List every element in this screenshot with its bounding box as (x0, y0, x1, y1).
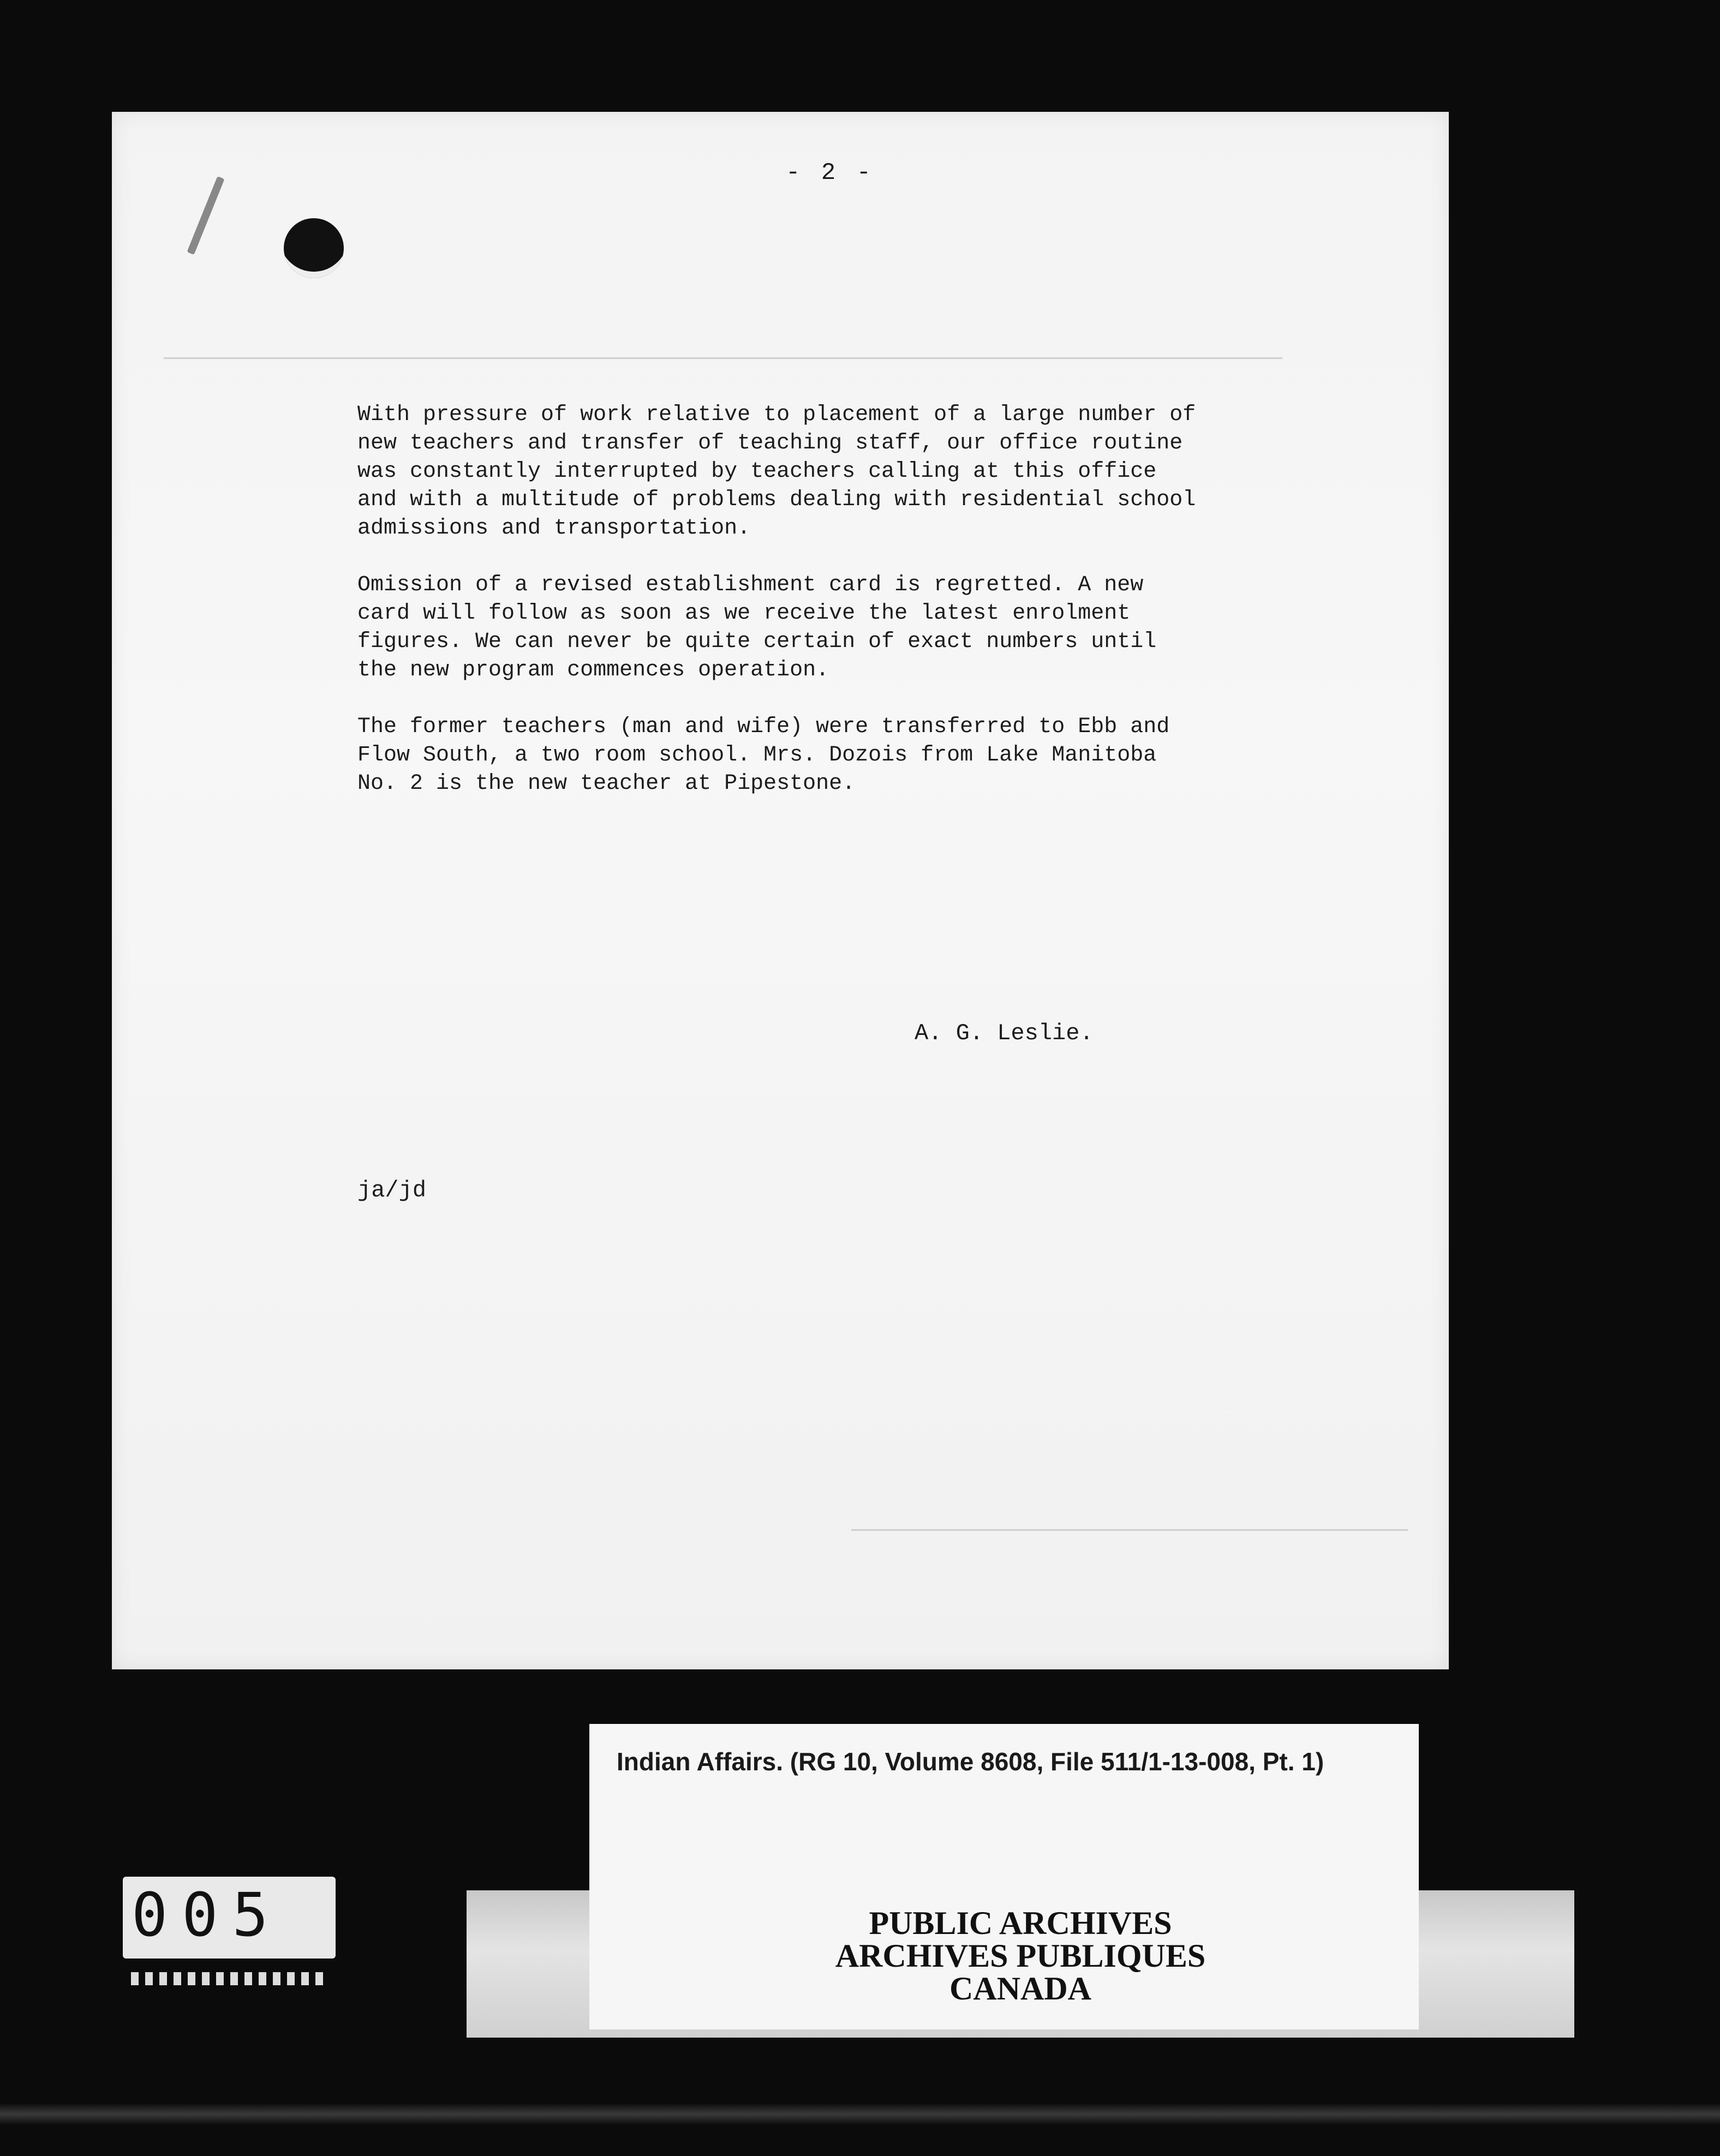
film-edge (0, 2103, 1720, 2125)
faint-rule-top (164, 357, 1282, 359)
film-sprockets (131, 1972, 327, 1985)
frame-number: 005 (132, 1880, 283, 1950)
faint-rule-bottom (851, 1529, 1408, 1531)
archive-reference: Indian Affairs. (RG 10, Volume 8608, File 511/1-13-008, Pt. 1) (617, 1747, 1324, 1776)
stamp-line-1: PUBLIC ARCHIVES (869, 1905, 1172, 1941)
paragraph-1: With pressure of work relative to placement of a large number of new teachers and transfer of teaching staff, our office routine was constantly interrupted by teachers calling at this office and with a multitude of problems dealing with residential school admissions and transportation. (357, 403, 1196, 541)
document-page (112, 112, 1449, 1669)
paragraph-2: Omission of a revised establishment card is regretted. A new card will follow as soon as we receive the latest enrolment figures. We can never be quite certain of exact numbers until the new program commences operation. (357, 573, 1157, 682)
archive-stamp (786, 1907, 1255, 2005)
signature: A. G. Leslie. (915, 1020, 1094, 1046)
paragraph-3: The former teachers (man and wife) were transferred to Ebb and Flow South, a two room school. Mrs. Dozois from Lake Manitoba No. 2 is the new teacher at Pipestone. (357, 715, 1170, 796)
page-number: - 2 - (786, 159, 875, 187)
typist-initials: ja/jd (357, 1177, 427, 1203)
letter-body (357, 401, 1285, 827)
stamp-line-2: ARCHIVES PUBLIQUES (835, 1938, 1206, 1974)
stamp-line-3: CANADA (949, 1971, 1091, 2007)
punch-hole (284, 218, 344, 278)
frame-counter (123, 1877, 336, 1959)
